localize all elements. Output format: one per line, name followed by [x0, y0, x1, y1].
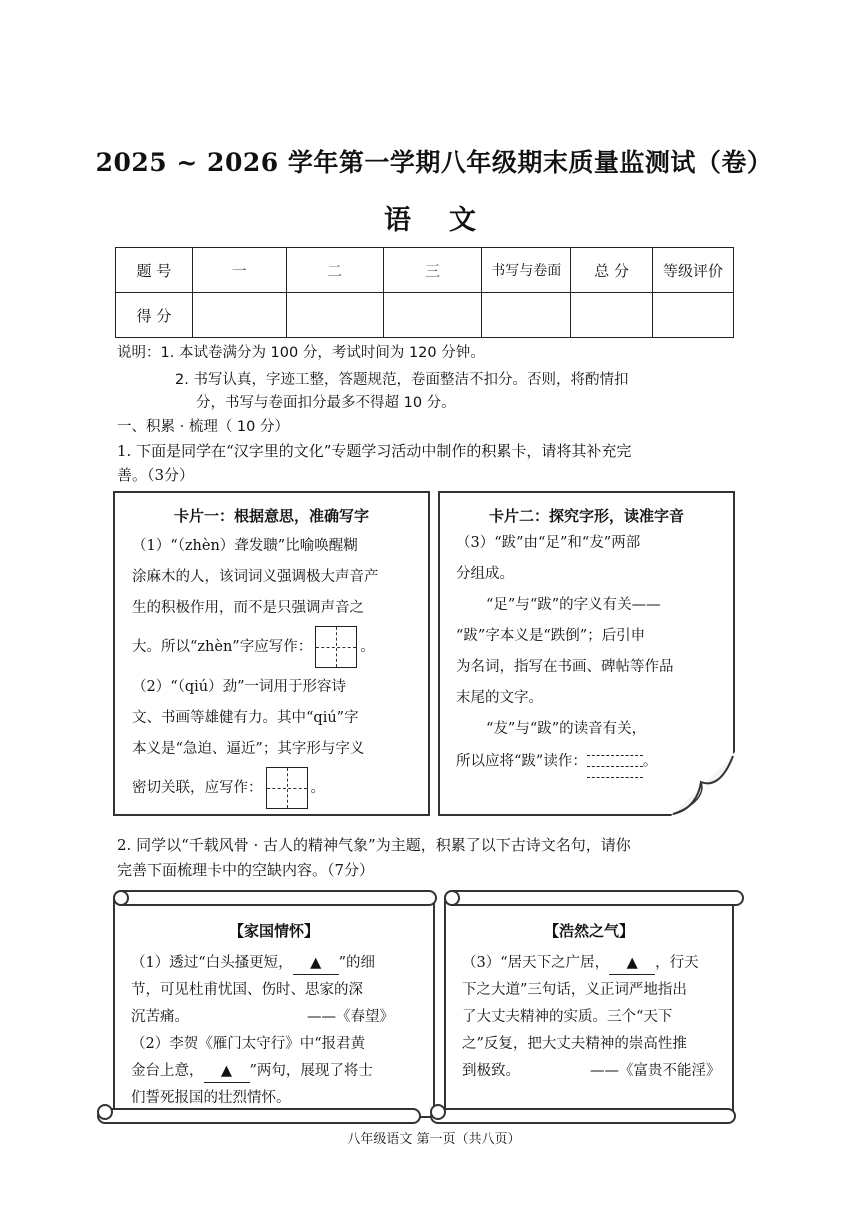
card-one-body: [132, 531, 379, 811]
card-two-line: 末尾的文字。: [456, 690, 543, 706]
scroll-one-line: （2）李贺《雁门太守行》中“报君黄: [131, 1036, 366, 1052]
scroll-one-bottom-roll: [97, 1108, 421, 1124]
scroll-two-line: （3）“居天下之广居， ▲ ，行天: [462, 950, 721, 977]
score-cell[interactable]: [653, 293, 734, 338]
score-cell[interactable]: [286, 293, 383, 338]
question-2-text: 2. 同学以“千载风骨 · 古人的精神气象”为主题，积累了以下古诗文名句，请你: [117, 836, 631, 854]
score-cell[interactable]: [482, 293, 571, 338]
pinyin-answer-lines[interactable]: [587, 745, 643, 778]
scroll-two-line: 下之大道”三句话，义正词严地指出: [462, 982, 687, 998]
score-cell[interactable]: [192, 293, 286, 338]
card-two-line: “跋”字本义是“跌倒”；后引申: [456, 628, 646, 644]
scroll-one-top-roll-end: [113, 890, 129, 906]
source-chunwang: ——《春望》: [307, 1009, 394, 1025]
scroll-two-top-roll-end: [444, 890, 460, 906]
exam-title: 2025 ~ 2026 学年第一学期八年级期末质量监测试（卷）: [95, 148, 773, 177]
scroll-one-line: 沉苦痛。 ——《春望》: [131, 1009, 394, 1025]
card-two-line-with-blank: [456, 745, 674, 778]
score-table-score-row: [116, 293, 734, 338]
score-header-cell: 三: [383, 248, 482, 293]
scroll-two-line: 到极致。 ——《富贵不能淫》: [462, 1063, 721, 1079]
scroll-two-bottom-roll-end: [430, 1104, 446, 1120]
question-1-text: 1. 下面是同学在“汉字里的文化”专题学习活动中制作的积累卡，请将其补充完: [117, 442, 632, 460]
question-1-text-cont: 善。（3分）: [117, 466, 195, 484]
card-one-line-with-box: [132, 624, 379, 670]
card-one-line: 大。所以“zhèn”字应写作：: [132, 639, 313, 655]
card-two-title: 卡片二：探究字形，读准字音: [488, 507, 684, 525]
card-one-line: 密切关联，应写作：: [132, 780, 263, 796]
answer-blank-1[interactable]: ▲: [293, 952, 339, 975]
scroll-card-noble-spirit: [444, 898, 734, 1118]
score-cell[interactable]: [383, 293, 482, 338]
card-one-line: 文、书画等雄健有力。其中“qiú”字: [132, 710, 359, 726]
card-two-line: “足”与“跋”的字义有关——: [486, 597, 661, 613]
score-table-header-row: [116, 248, 734, 293]
scroll-two-line: 之”反复，把大丈夫精神的崇高性推: [462, 1036, 687, 1052]
scroll-two-line: 了大丈夫精神的实质。三个“天下: [462, 1009, 673, 1025]
card-two-line: 为名词，指写在书画、碑帖等作品: [456, 659, 674, 675]
scroll-card-patriotism: [113, 898, 435, 1118]
subject-title: 语文: [384, 205, 514, 236]
scroll-one-bottom-roll-end: [97, 1104, 113, 1120]
scroll-two-top-roll: [444, 890, 744, 906]
card-one: [113, 491, 430, 816]
scroll-one-line: 们誓死报国的壮烈情怀。: [131, 1090, 291, 1106]
card-one-period: 。: [310, 780, 325, 796]
scroll-one-line: （1）透过“白头搔更短， ▲ ”的细: [131, 950, 394, 977]
page-curl-icon: [671, 752, 735, 816]
card-two-line: 所以应将“跋”读作：: [456, 753, 587, 770]
scroll-one-top-roll: [113, 890, 437, 906]
card-two-line: “犮”与“跋”的读音有关，: [486, 721, 647, 737]
card-one-title: 卡片一：根据意思，准确写字: [173, 507, 369, 525]
page-footer: 八年级语文 第一页（共八页）: [347, 1132, 521, 1147]
card-one-period: 。: [360, 639, 375, 655]
card-one-line: （2）“（qiú）劲”一词用于形容诗: [132, 679, 347, 695]
scroll-one-line: 金台上意， ▲ ”两句，展现了将士: [131, 1058, 394, 1085]
answer-blank-3[interactable]: ▲: [609, 952, 655, 975]
scroll-two-bottom-roll: [430, 1108, 736, 1124]
score-header-cell: 题 号: [116, 248, 193, 293]
scroll-one-title: 【家国情怀】: [228, 922, 319, 940]
card-one-line: （1）“（zhèn）聋发聩”比喻唤醒糊: [132, 538, 358, 554]
score-header-cell: 等级评价: [653, 248, 734, 293]
card-one-line-with-box: [132, 765, 379, 811]
score-header-cell: 二: [286, 248, 383, 293]
question-2-text-cont: 完善下面梳理卡中的空缺内容。（7分）: [117, 861, 375, 879]
instruction-line-3: 分，书写与卷面扣分最多不得超 10 分。: [196, 395, 456, 411]
card-one-line: 涂麻木的人，该词词义强调极大声音产: [132, 569, 379, 585]
section-heading: 一、积累 · 梳理（ 10 分）: [117, 419, 289, 435]
card-two: [438, 491, 735, 816]
score-row-label: 得 分: [116, 293, 193, 338]
score-header-cell: 总 分: [571, 248, 653, 293]
card-one-line: 生的积极作用，而不是只强调声音之: [132, 600, 364, 616]
answer-grid-box-2[interactable]: [266, 767, 308, 809]
card-one-line: 本义是“急迫、逼近”；其字形与字义: [132, 741, 365, 757]
scroll-one-body: [131, 950, 394, 1112]
scroll-two-body: [462, 950, 721, 1085]
instruction-line-1: 说明：1. 本试卷满分为 100 分，考试时间为 120 分钟。: [117, 345, 485, 361]
card-two-period: 。: [642, 753, 658, 770]
answer-grid-box-1[interactable]: [315, 626, 357, 668]
scroll-one-line: 节，可见杜甫忧国、伤时、思家的深: [131, 982, 363, 998]
instruction-line-2: 2. 书写认真，字迹工整，答题规范，卷面整洁不扣分。否则，将酌情扣: [175, 372, 629, 388]
source-fuguibunengyin: ——《富贵不能淫》: [590, 1063, 721, 1079]
card-two-line: （3）“跋”由“足”和“犮”两部: [456, 535, 641, 551]
score-cell[interactable]: [571, 293, 653, 338]
scroll-two-title: 【浩然之气】: [543, 922, 634, 940]
score-header-cell: 一: [192, 248, 286, 293]
card-two-body: [456, 528, 674, 778]
score-table: [115, 247, 734, 338]
answer-blank-2[interactable]: ▲: [204, 1060, 250, 1083]
score-header-cell: 书写与卷面: [482, 248, 571, 293]
card-two-line: 分组成。: [456, 566, 514, 582]
